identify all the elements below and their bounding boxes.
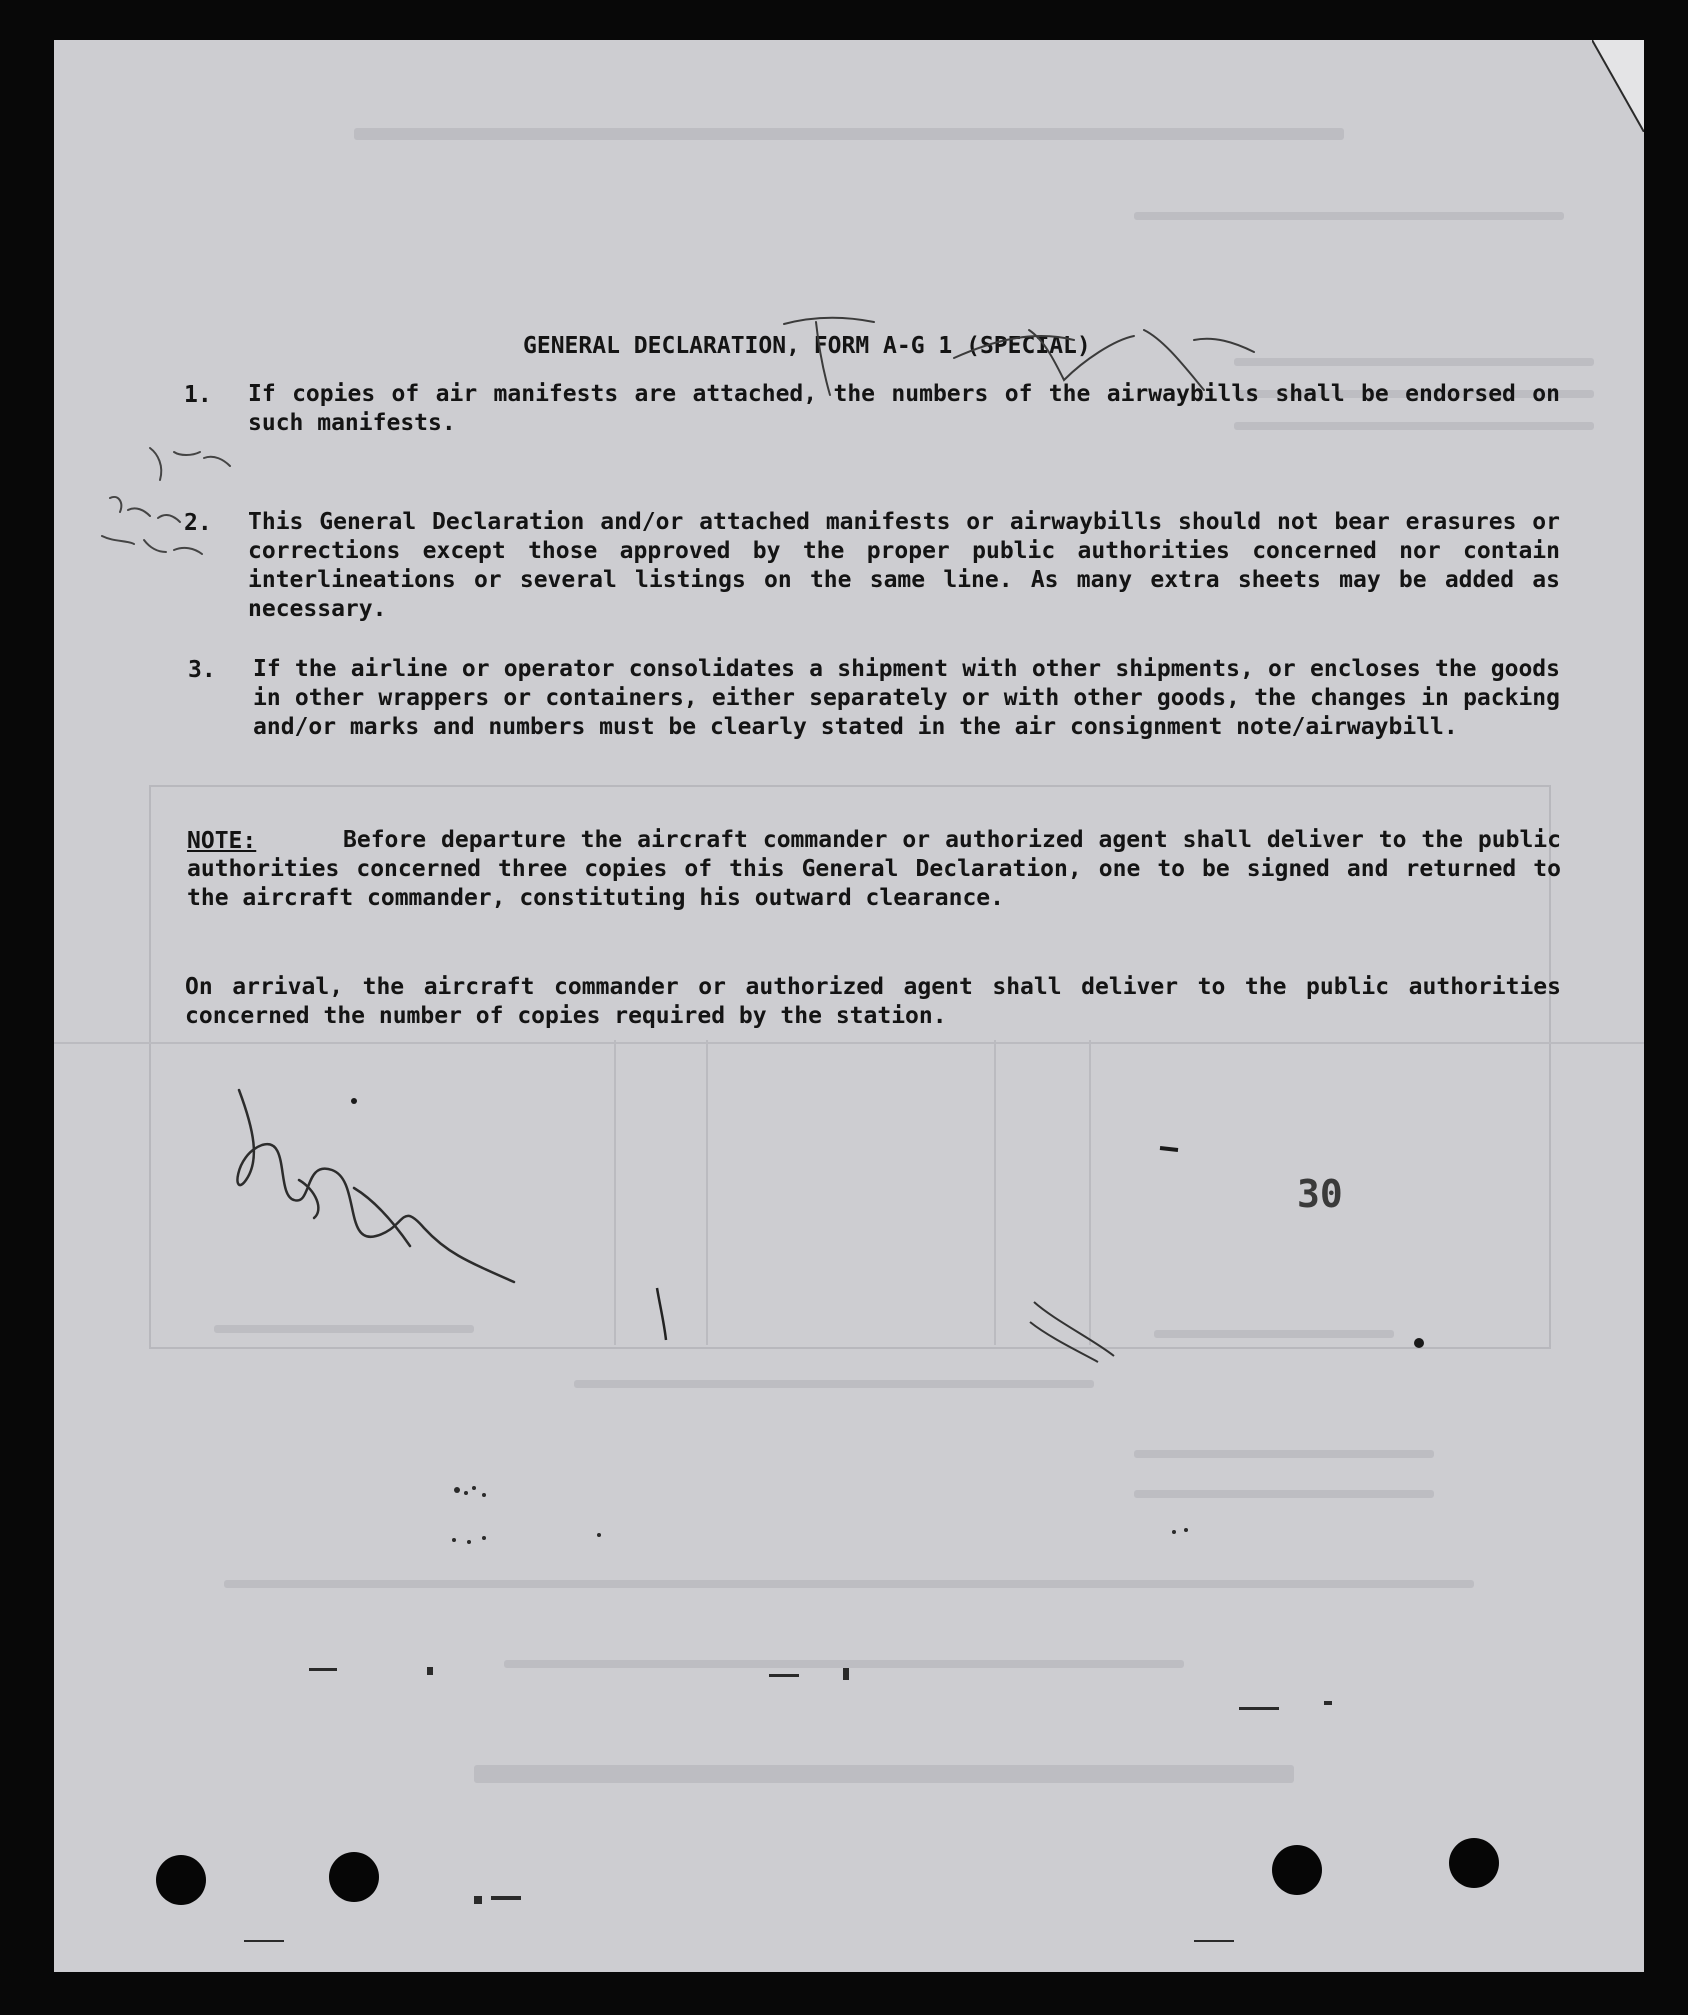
ink-dot bbox=[1414, 1338, 1424, 1348]
ink-mark bbox=[1160, 1148, 1178, 1150]
ink-mark bbox=[1034, 1302, 1114, 1356]
stamp-number: 30 bbox=[1297, 1172, 1343, 1216]
instruction-text: This General Declaration and/or attached manifests or airwaybills should not bear erasures or corrections except those approved by the proper public authorities concerned nor contain interlineations or several listings on the same line. As many extra sheets may be added as necessary. bbox=[248, 509, 1560, 622]
instruction-number: 2. bbox=[184, 510, 212, 536]
document-page bbox=[54, 40, 1644, 1972]
ink-dot bbox=[351, 1098, 357, 1104]
smudge-marks bbox=[244, 1486, 1332, 1942]
punch-hole bbox=[1449, 1838, 1499, 1888]
instruction-number: 1. bbox=[184, 382, 212, 408]
note-text: Before departure the aircraft commander or authorized agent shall deliver to the public authorities concerned three copies of this General Declaration, one to be signed and returned to the aircraft commander, constituting his outward clearance. bbox=[187, 827, 1561, 911]
instruction-text: If copies of air manifests are attached, the numbers of the airwaybills shall be endorsed on such manifests. bbox=[248, 381, 1560, 436]
punch-hole bbox=[156, 1855, 206, 1905]
handwriting-layer bbox=[54, 40, 1644, 1972]
large-flourish-signature bbox=[238, 1090, 514, 1282]
note-label: NOTE: bbox=[187, 828, 257, 854]
punch-hole bbox=[1272, 1845, 1322, 1895]
margin-pencil-notes bbox=[102, 448, 230, 554]
arrival-text: On arrival, the aircraft commander or authorized agent shall deliver to the public authorities concerned the number of copies required by the station. bbox=[185, 974, 1561, 1029]
instruction-text: If the airline or operator consolidates a shipment with other shipments, or encloses the goods in other wrappers or containers, either separately or with other goods, the changes in packing and/or marks and numbers must be clearly stated in the air consignment note/airwaybill. bbox=[253, 656, 1560, 740]
punch-hole bbox=[329, 1852, 379, 1902]
ink-mark bbox=[657, 1288, 666, 1340]
pencil-signature bbox=[784, 318, 1254, 395]
form-heading: GENERAL DECLARATION, FORM A-G 1 (SPECIAL) bbox=[523, 333, 1091, 359]
instruction-number: 3. bbox=[188, 657, 216, 683]
ink-mark bbox=[1030, 1322, 1098, 1362]
